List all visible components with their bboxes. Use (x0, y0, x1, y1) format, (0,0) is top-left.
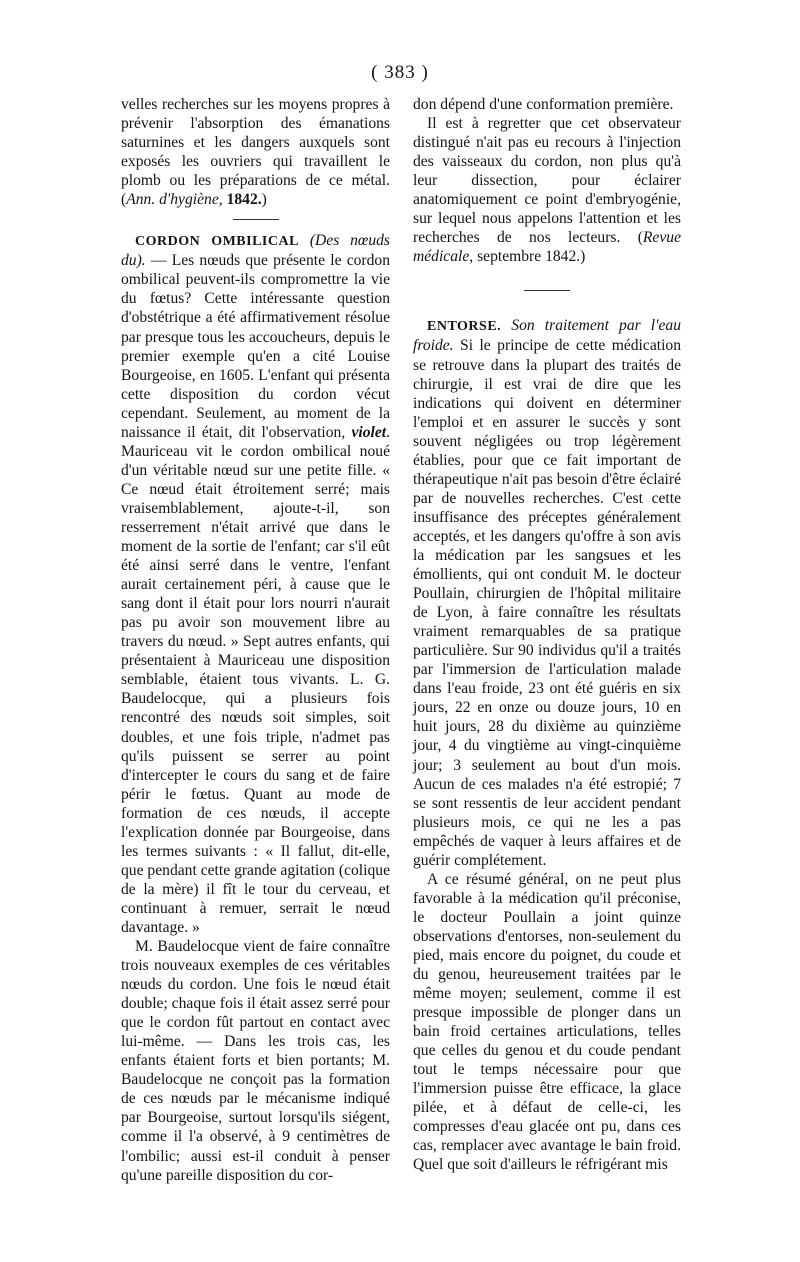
intro-text: velles recherches sur les moyens propres à prévenir l'absorption des émanations saturnines et les dangers auxquels sont exposés les ouvriers qui travaillent le plomb ou les préparations de ce métal. ( (121, 96, 390, 209)
section-separator (524, 290, 570, 291)
article-heading: ENTORSE. (427, 319, 502, 335)
section-separator (233, 219, 279, 220)
left-column (121, 95, 390, 1185)
paragraph-baudelocque: M. Baudelocque vient de faire connaître trois nouveaux exemples de ces véritables nœuds du cordon. Une fois le nœud était double; chaque fois il était assez serré pour que le cordon fût partout en contact avec lui-même. — Dans les trois cas, les enfants étaient forts et bien portants; M. Baudelocque ne conçoit pas la formation de ces nœuds par le mécanisme indiqué par Bourgeoise, surtout lorsqu'ils siégent, comme il l'a observé, à 9 centimètres de l'ombilic; aussi est-il conduit à penser qu'une pareille disposition du cor- (121, 938, 390, 1184)
article-body-1: — Les nœuds que présente le cordon ombilical peuvent-ils compromettre la vie du fœtus? Cette intéressante question d'obstétrique a été affirmativement résolue par presque tous les accoucheurs, depuis le premier exemple qu'en a cité Louise Bourgeoise, en 1605. L'enfant qui présenta cette disposition du cordon vécut cependant. Seulement, au moment de la naissance il était, dit l'observation, (121, 252, 390, 441)
citation-date: septembre 1842.) (473, 248, 586, 266)
regret-text: Il est à regretter que cet observateur distingué n'ait pas eu recours à l'injection des vaisseaux du cordon, non plus qu'à leur dissection, pour éclairer anatomiquement ce point d'embryogénie, sur lequel nous appelons l'attention et les recherches de nos lecteurs. ( (413, 115, 681, 247)
intro-citation: Ann. d'hygiène, (126, 191, 223, 209)
article-body: Si le principe de cette médication se retrouve dans la plupart des traités de chirurgie, il est vrai de dire que les indications qui doivent en déterminer l'emploi et en assurer le succès y sont souvent négligées ou trop légèrement établies, pour que ce fait important de thérapeutique n'ait pas besoin d'être éclairé par de nouvelles recherches. C'est cette insuffisance des préceptes généralement acceptés, et les dangers qu'offre à son avis la médication par les sangsues et les émollients, qui ont conduit M. le docteur Poullain, chirurgien de l'hôpital militaire de Lyon, à faire connaître les résultats vraiment remarquables de sa pratique particulière. Sur 90 individus qu'il a traités par l'immersion de l'articulation malade dans l'eau froide, 23 ont été guéris en six jours, 22 en onze ou douze jours, 10 en huit jours, 28 du dixième au quinzième jour, 4 du vingtième au vingt-cinquième jour; 3 seulement au bout d'un mois. Aucun de ces malades n'a été estropié; 7 se sont ressentis de leur accident pendant plusieurs mois, ce qui ne les a pas empêchés de vaquer à leurs affaires et de guérir complétement. (413, 337, 681, 869)
article-body-2: . Mauriceau vit le cordon ombilical noué d'un véritable nœud sur une petite fille. « Ce nœud était étroitement serré; mais vraisemblablement, ajoute-t-il, son resserrement n'était arrivé que dans le moment de la sortie de l'enfant; car s'il eût été ainsi serré dans le ventre, l'enfant aurait certainement péri, à cause que le sang dont il était pour lors nourri n'aurait pas pu avoir son mouvement libre au travers du nœud. » Sept autres enfants, qui présentaient à Mauriceau une disposition semblable, étaient tous vivants. L. G. Baudelocque, qui a plusieurs fois rencontré des nœuds soit simples, soit doubles, et une fois triple, n'admet pas qu'ils puissent se serrer au point d'intercepter le cours du sang et de faire périr le fœtus. Quant au mode de formation de ces nœuds, il accepte l'explication donnée par Bourgeoise, dans les termes suivants : « Il fallut, dit-elle, que pendant cette grande agitation (colique de la mère) il fît le tour du cerveau, et continuant à remuer, serrait le nœud davantage. » (121, 423, 390, 936)
article-entorse (413, 316, 681, 869)
article-emphasis: violet (351, 423, 387, 441)
revue-citation: Revue médicale, (413, 229, 681, 266)
paragraph-regret (413, 114, 681, 266)
paragraph-resume: A ce résumé général, on ne peut plus favorable à la médication qu'il préconise, le docteur Poullain a joint quinze observations d'entorses, non-seulement du pied, mais encore du poignet, du coude et du genou, heureusement traitées par le même moyen; seulement, comme il est presque impossible de plonger dans un bain froid certaines articulations, telles que celles du genou et du coude pendant tout le temps nécessaire pour que l'immersion puisse être efficace, la glace pilée, et à défaut de celle-ci, les compresses d'eau glacée ont pu, dans ces cas, remplacer avec avantage le bain froid. Quel que soit d'ailleurs le réfrigérant mis (413, 870, 681, 1174)
intro-citation-year: 1842. (226, 191, 262, 209)
article-subject: (Des nœuds du). (121, 232, 390, 270)
continuation-paragraph: don dépend d'une conformation première. (413, 96, 674, 113)
article-subject: Son traitement par l'eau froide. (413, 317, 681, 355)
intro-end: ) (261, 191, 267, 209)
article-heading: CORDON OMBILICAL (135, 234, 299, 250)
intro-paragraph (121, 95, 390, 209)
article-cordon-ombilical (121, 231, 390, 937)
right-column (413, 95, 681, 1175)
page-number: ( 383 ) (371, 62, 429, 83)
